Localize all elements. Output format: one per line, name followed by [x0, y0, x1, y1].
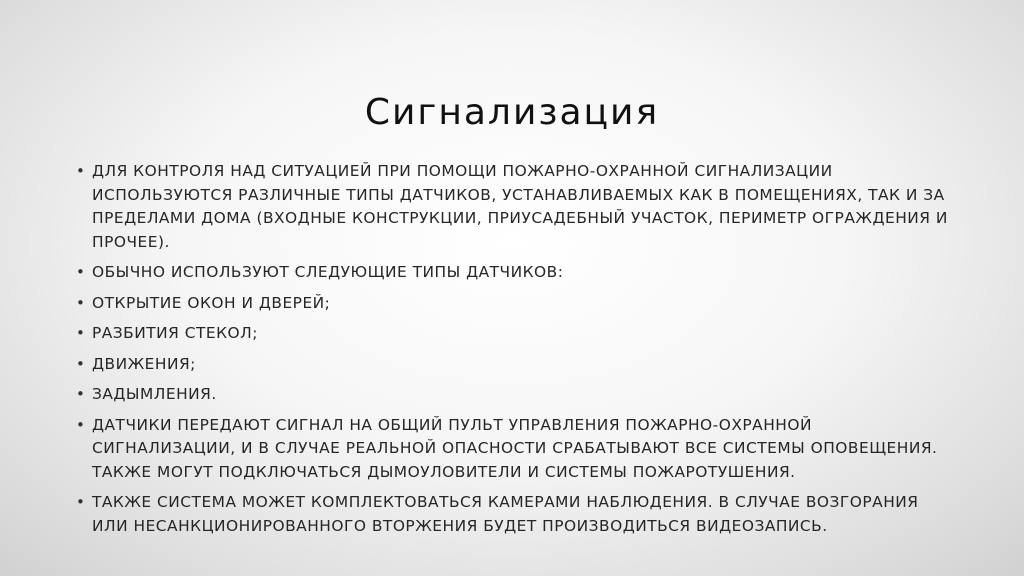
bullet-item: [76, 261, 956, 285]
bullet-dot-icon: •: [76, 493, 86, 511]
slide-title: Сигнализация: [364, 92, 660, 133]
bullet-text: ОБЫЧНО ИСПОЛЬЗУЮТ СЛЕДУЮЩИЕ ТИПЫ ДАТЧИКОВ:: [92, 263, 564, 281]
bullet-text: ТАКЖЕ СИСТЕМА МОЖЕТ КОМПЛЕКТОВАТЬСЯ КАМЕРАМИ НАБЛЮДЕНИЯ. В СЛУЧАЕ ВОЗГОРАНИЯ ИЛИ НЕСАНКЦИОНИРОВАННОГО ВТОРЖЕНИЯ БУДЕТ ПРОИЗВОДИТЬСЯ ВИДЕОЗАПИСЬ.: [92, 493, 919, 535]
bullet-item: [76, 383, 956, 407]
bullet-item: [76, 160, 956, 254]
bullet-text: ОТКРЫТИЕ ОКОН И ДВЕРЕЙ;: [92, 293, 331, 312]
bullet-dot-icon: •: [76, 263, 86, 281]
bullet-dot-icon: •: [76, 162, 86, 180]
bullet-text: ДВИЖЕНИЯ;: [92, 354, 196, 373]
bullet-dot-icon: •: [76, 385, 86, 403]
bullet-list: [76, 160, 956, 545]
bullet-dot-icon: •: [76, 415, 86, 434]
bullet-text: ДАТЧИКИ ПЕРЕДАЮТ СИГНАЛ НА ОБЩИЙ ПУЛЬТ УПРАВЛЕНИЯ ПОЖАРНО-ОХРАННОЙ СИГНАЛИЗАЦИИ, И В СЛУЧАЕ РЕАЛЬНОЙ ОПАСНОСТИ СРАБАТЫВАЮТ ВСЕ СИСТЕМЫ ОПОВЕЩЕНИЯ. ТАКЖЕ МОГУТ ПОДКЛЮЧАТЬСЯ ДЫМОУЛОВИТЕЛИ И СИСТЕМЫ ПОЖАРОТУШЕНИЯ.: [92, 415, 938, 481]
bullet-text: ДЛЯ КОНТРОЛЯ НАД СИТУАЦИЕЙ ПРИ ПОМОЩИ ПОЖАРНО-ОХРАННОЙ СИГНАЛИЗАЦИИ ИСПОЛЬЗУЮТСЯ РАЗЛИЧНЫЕ ТИПЫ ДАТЧИКОВ, УСТАНАВЛИВАЕМЫХ КАК В ПОМЕЩЕНИЯХ, ТАК И ЗА ПРЕДЕЛАМИ ДОМА (ВХОДНЫЕ КОНСТРУКЦИИ, ПРИУСАДЕБНЫЙ УЧАСТОК, ПЕРИМЕТР ОГРАЖДЕНИЯ И ПРОЧЕЕ).: [92, 162, 948, 251]
bullet-dot-icon: •: [76, 293, 86, 312]
bullet-item: [76, 414, 956, 485]
bullet-item: [76, 353, 956, 377]
bullet-dot-icon: •: [76, 324, 86, 342]
bullet-dot-icon: •: [76, 354, 86, 373]
bullet-item: [76, 322, 956, 346]
bullet-item: [76, 491, 956, 538]
bullet-text: РАЗБИТИЯ СТЕКОЛ;: [92, 324, 258, 342]
bullet-item: [76, 292, 956, 316]
bullet-text: ЗАДЫМЛЕНИЯ.: [92, 385, 217, 403]
